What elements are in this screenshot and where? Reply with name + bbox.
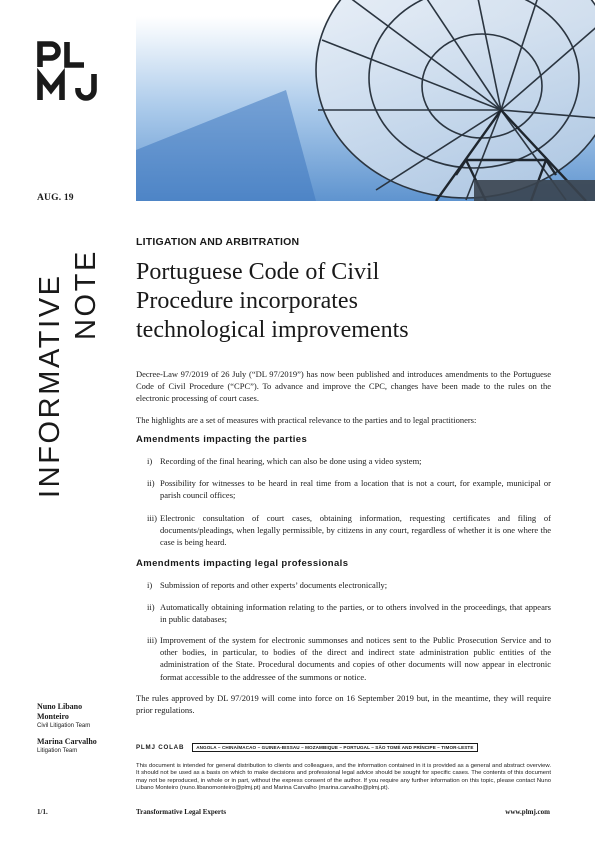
- section-heading-professionals: Amendments impacting legal professionals: [136, 558, 349, 570]
- colab-label: PLMJ COLAB: [136, 744, 185, 751]
- author-name: Nuno Libano: [37, 702, 83, 711]
- list-item: i) Submission of reports and other experts’ documents electronically;: [147, 580, 388, 591]
- title-line: technological improvements: [136, 317, 409, 343]
- disclaimer: This document is intended for general distribution to clients and colleagues, and the information contained in it is provided as a general and abstract overview. It should not be used as a basis on which to make decisions and professional legal advice should be sought for specific cases. The contents of this document may not be reproduced, in whole or in part, without the express consent of the author. If you require any further information on this topic, please contact Nuno Libano Monteiro (nuno.libanomonteiro@plmj.pt) and Marina Carvalho (marina.carvalho@plmj.pt).: [136, 763, 551, 792]
- intro-paragraph: Decree-Law 97/2019 of 26 July (“DL 97/2019”) has now been published and introduces amendments to the Portuguese Code of Civil Procedure (“CPC”). To advance and improve the CPC, changes have been made to the rules on the electronic processing of court cases.: [136, 369, 551, 404]
- list-item: i) Recording of the final hearing, which can also be done using a video system;: [147, 456, 422, 467]
- issue-date: AUG. 19: [37, 193, 74, 203]
- article-body: [136, 368, 551, 716]
- authors: [37, 702, 127, 762]
- practice-area: LITIGATION AND ARBITRATION: [136, 236, 300, 248]
- vertical-title-informative: INFORMATIVE: [34, 273, 66, 498]
- author-name: Marina Carvalho: [37, 737, 97, 746]
- title-line: Portuguese Code of Civil: [136, 259, 380, 285]
- page-number: 1/1.: [37, 808, 48, 816]
- vertical-title-note: NOTE: [70, 249, 102, 340]
- footer-tagline: Transformative Legal Experts: [136, 808, 227, 816]
- plmj-logo: [36, 40, 100, 102]
- professionals-list: [136, 579, 551, 682]
- list-item: iii) Improvement of the system for electronic summonses and notices sent to the Public Prosecution Service and to other bodies, in particular, to bodies of the direct and indirect state administration public entities of the administration of the State. Procedural documents and copies of other documents will now appear in electronic format accessible to the addressee of the summons or notice.: [147, 635, 551, 682]
- title-line: Procedure incorporates: [136, 288, 358, 314]
- closing-paragraph: The rules approved by DL 97/2019 will come into force on 16 September 2019 but, in the meantime, they will require prior regulations.: [136, 692, 551, 716]
- list-item: ii) Automatically obtaining information relating to the parties, or to others involved in the proceedings, that appears in public databases;: [147, 601, 551, 624]
- footer-website-link[interactable]: www.plmj.com: [505, 808, 550, 816]
- document-type-heading: [36, 236, 102, 498]
- colab-countries: ANGOLA – CHINA/MACAO – GUINEA-BISSAU – MOZAMBIQUE – PORTUGAL – SÃO TOMÉ AND PRÍNCIPE – TIMOR-LESTE: [192, 743, 477, 752]
- highlights-paragraph: The highlights are a set of measures with practical relevance to the parties and to legal practitioners:: [136, 414, 477, 425]
- list-item: ii) Possibility for witnesses to be heard in real time from a location that is not a court, for example, municipal or parish council offices;: [147, 478, 551, 501]
- hero-photo: [136, 0, 595, 201]
- author-team: Civil Litigation Team: [37, 723, 91, 729]
- parties-list: [136, 455, 551, 548]
- page-title: [136, 258, 536, 345]
- author-name: Monteiro: [37, 712, 69, 721]
- satellite-dish-icon: [136, 0, 595, 201]
- colab-network: [136, 743, 478, 752]
- author-team: Litigation Team: [37, 748, 78, 754]
- section-heading-parties: Amendments impacting the parties: [136, 433, 308, 445]
- list-item: iii) Electronic consultation of court cases, obtaining information, requesting certificates and filing of documents/pleadings, when legally permissible, by citizens in any court, regardless of whether it is one where the case is being heard.: [147, 512, 551, 548]
